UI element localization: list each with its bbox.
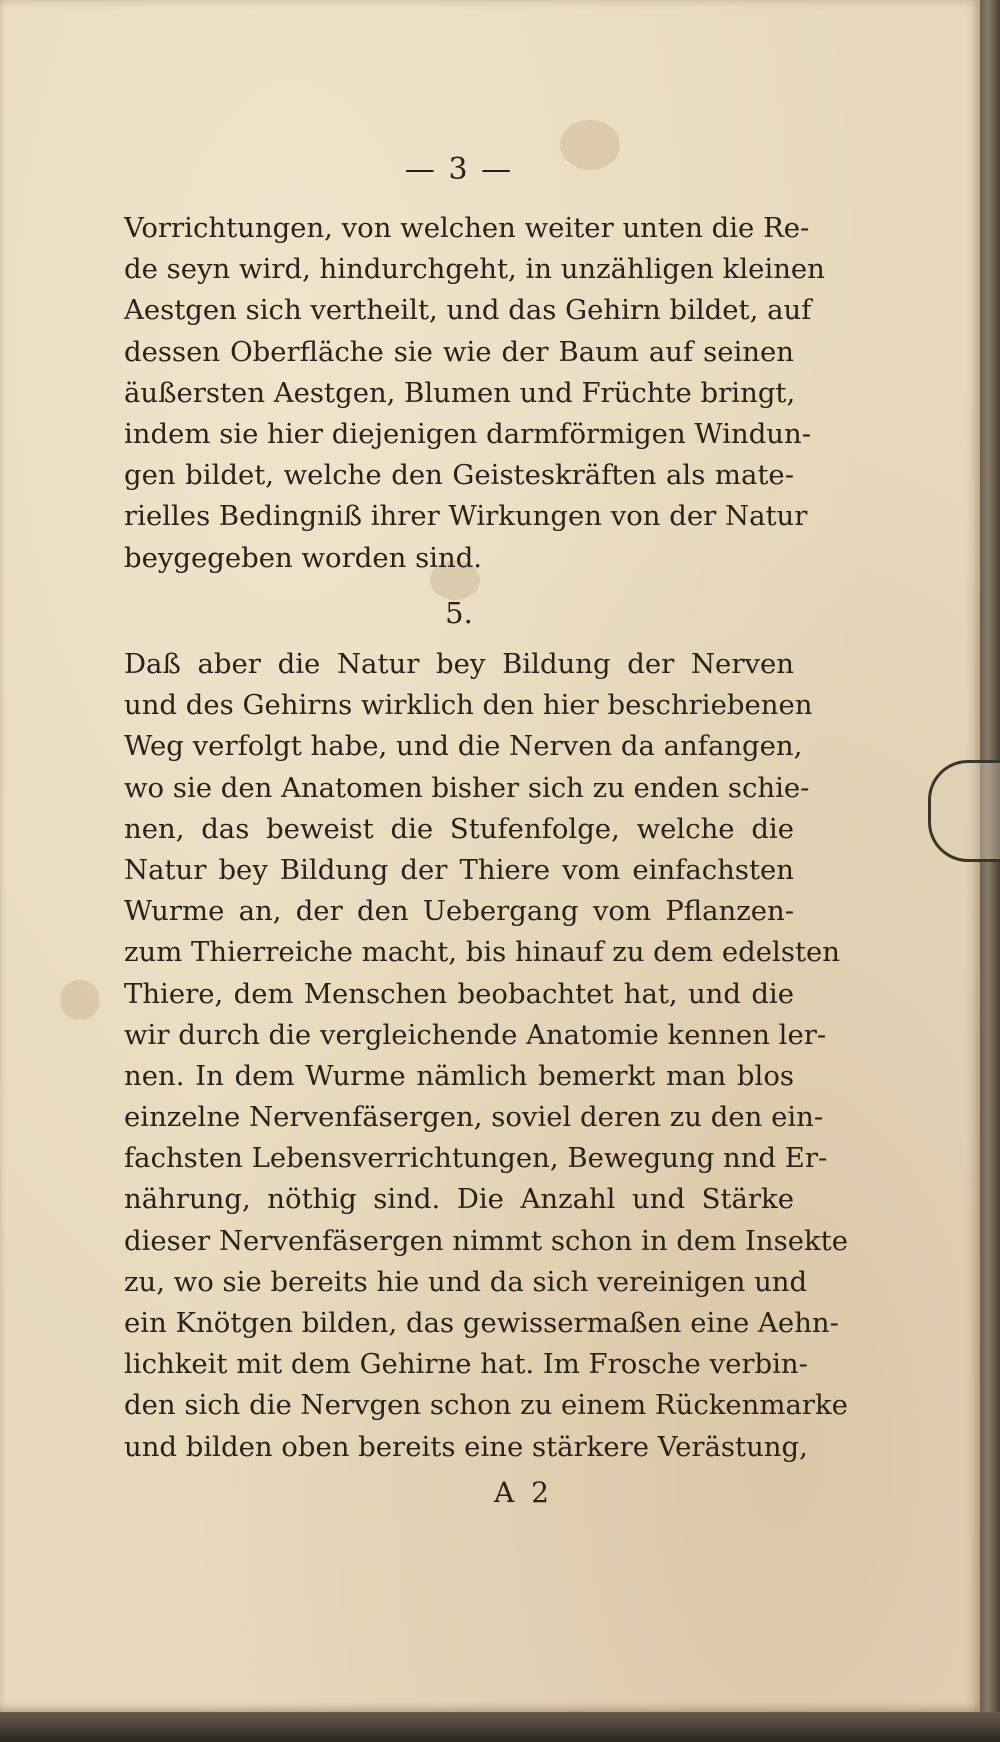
text-line: Daß aber die Natur bey Bildung der Nerven: [124, 648, 794, 680]
page-header: — 3 —: [404, 152, 514, 187]
text-line: zu, wo sie bereits hie und da sich vereinigen und: [124, 1265, 808, 1298]
text-line: Thiere, dem Menschen beobachtet hat, und die: [124, 977, 794, 1010]
text-line: indem sie hier diejenigen darmförmigen Windun-: [124, 417, 812, 450]
text-line: dessen Oberfläche sie wie der Baum auf seinen: [124, 335, 794, 368]
foxing-stain: [60, 980, 100, 1020]
text-line: zum Thierreiche macht, bis hinauf zu dem edelsten: [124, 936, 840, 969]
text-line: und bilden oben bereits eine stärkere Verästung,: [124, 1430, 808, 1463]
text-line: Weg verfolgt habe, und die Nerven da anfangen,: [124, 730, 803, 763]
text-line: einzelne Nervenfäsergen, soviel deren zu den ein-: [124, 1101, 824, 1134]
text-line: Natur bey Bildung der Thiere vom einfachsten: [124, 853, 794, 886]
text-line: den sich die Nervgen schon zu einem Rückenmarke: [124, 1389, 848, 1422]
text-line: Vorrichtungen, von welchen weiter unten die Re-: [124, 212, 810, 244]
text-line: ein Knötgen bilden, das gewissermaßen eine Aehn-: [124, 1307, 839, 1339]
page-edge: [980, 0, 1000, 1742]
text-line: beygegeben worden sind.: [124, 541, 483, 574]
text-line: wo sie den Anatomen bisher sich zu enden schie-: [124, 771, 810, 804]
bottom-edge: [0, 1712, 1000, 1742]
text-line: de seyn wird, hindurchgeht, in unzähligen kleinen: [124, 253, 825, 286]
text-line: fachsten Lebensverrichtungen, Bewegung nnd Er-: [124, 1142, 828, 1175]
signature-mark: A 2: [494, 1476, 553, 1509]
page-tab-mark: [928, 760, 1000, 862]
text-line: und des Gehirns wirklich den hier beschriebenen: [124, 689, 813, 722]
text-line: lichkeit mit dem Gehirne hat. Im Frosche verbin-: [124, 1348, 808, 1381]
text-line: wir durch die vergleichende Anatomie kennen ler-: [124, 1018, 827, 1051]
paragraph-1: [124, 208, 825, 579]
text-line: Aestgen sich vertheilt, und das Gehirn bildet, auf: [124, 294, 812, 327]
text-line: gen bildet, welche den Geisteskräften als mate-: [124, 459, 794, 492]
text-line: nen. In dem Wurme nämlich bemerkt man blos: [124, 1059, 794, 1092]
text-line: nährung, nöthig sind. Die Anzahl und Stärke: [124, 1183, 794, 1216]
paragraph-2: [124, 644, 848, 1468]
text-line: Wurme an, der den Uebergang vom Pflanzen-: [124, 895, 794, 928]
section-number: 5.: [445, 596, 473, 630]
text-line: dieser Nervenfäsergen nimmt schon in dem Insekte: [124, 1224, 848, 1257]
text-line: äußersten Aestgen, Blumen und Früchte bringt,: [124, 376, 796, 409]
text-line: rielles Bedingniß ihrer Wirkungen von der Natur: [124, 500, 808, 533]
text-line: nen, das beweist die Stufenfolge, welche die: [124, 812, 794, 845]
